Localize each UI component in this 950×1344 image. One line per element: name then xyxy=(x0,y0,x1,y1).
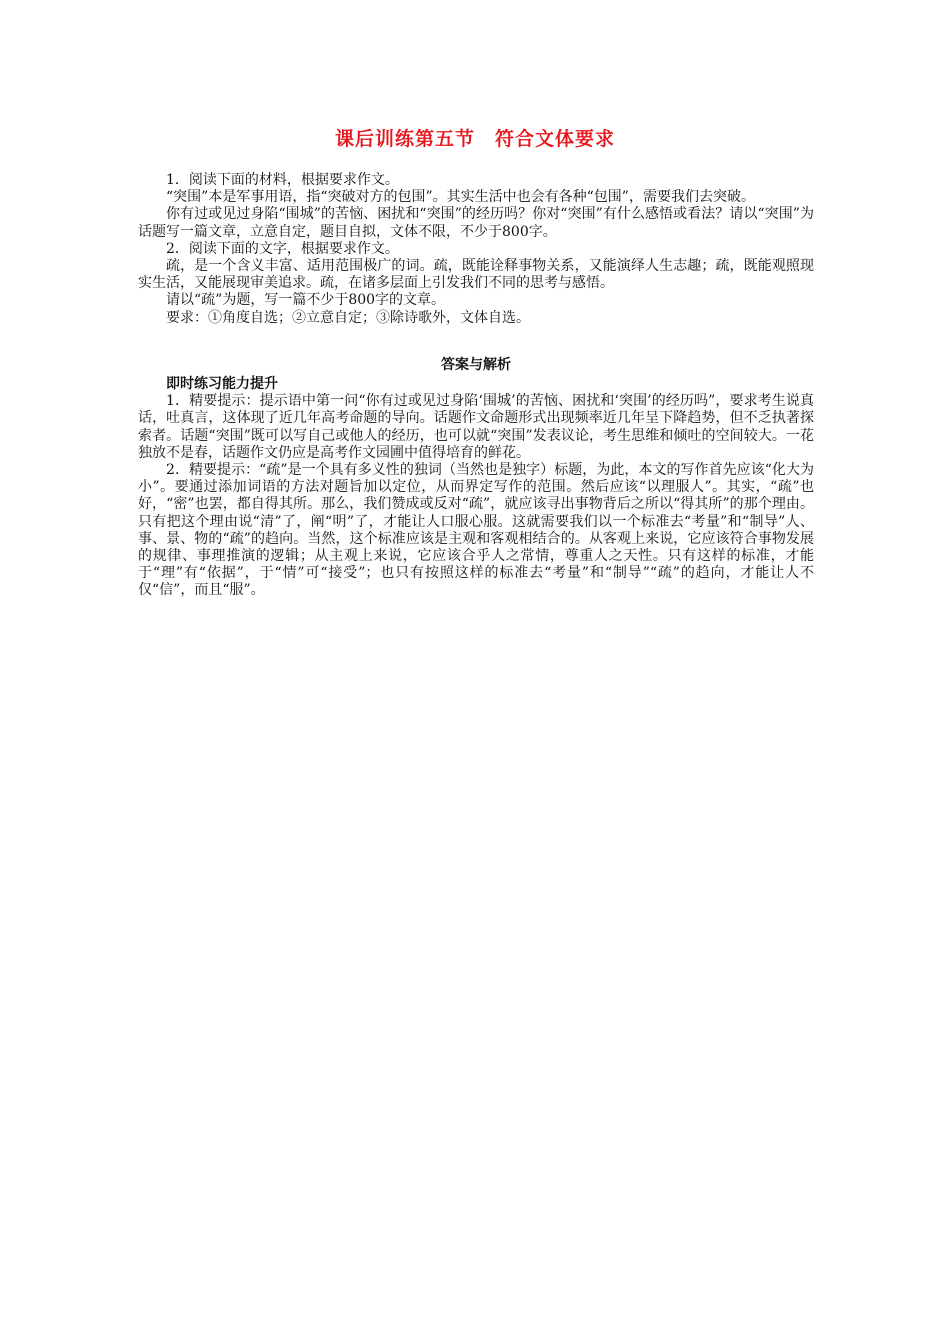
questions-section xyxy=(138,172,814,327)
answers-section xyxy=(138,357,814,600)
question-1-requirement: 你有过或见过身陷“围城”的苦恼、困扰和“突围”的经历吗？你对“突围”有什么感悟或看法？请以“突围”为话题写一篇文章，立意自定，题目自拟，文体不限，不少于800字。 xyxy=(138,206,814,240)
answer-2: 2．精要提示：“疏”是一个具有多义性的独词（当然也是独字）标题，为此，本文的写作首先应该“化大为小”。要通过添加词语的方法对题旨加以定位，从而界定写作的范围。然后应该“以理服人”。其实，“疏”也好，“密”也罢，都自得其所。那么，我们赞成或反对“疏”，就应该寻出事物背后之所以“得其所”的那个理由。只有把这个理由说“清”了，阐“明”了，才能让人口服心服。这就需要我们以一个标准去“考量”和“制导”人、事、景、物的“疏”的趋向。当然，这个标准应该是主观和客观相结合的。从客观上来说，它应该符合事物发展的规律、事理推演的逻辑；从主观上来说，它应该合乎人之常情，尊重人之天性。只有这样的标准，才能于“理”有“依据”，于“情”可“接受”；也只有按照这样的标准去“考量”和“制导”“疏”的趋向，才能让人不仅“信”，而且“服”。 xyxy=(138,462,814,599)
question-2-prompt: 2．阅读下面的文字，根据要求作文。 xyxy=(166,240,399,257)
answers-heading: 答案与解析 xyxy=(441,356,511,373)
question-1-material: “突围”本是军事用语，指“突破对方的包围”。其实生活中也会有各种“包围”，需要我们去突破。 xyxy=(166,189,755,206)
question-2-task: 请以“疏”为题，写一篇不少于800字的文章。 xyxy=(166,292,446,309)
page-title: 课后训练第五节 符合文体要求 xyxy=(334,128,615,150)
question-2-requirements: 要求：①角度自选；②立意自定；③除诗歌外，文体自选。 xyxy=(166,309,530,326)
answer-1: 1．精要提示：提示语中第一问“你有过或见过身陷‘围城’的苦恼、困扰和‘突围’的经历吗”，要求考生说真话，吐真言，这体现了近几年高考命题的导向。话题作文命题形式出现频率近几年呈下降趋势，但不乏执著探索者。话题“突围”既可以写自己或他人的经历，也可以就“突围”发表议论，考生思维和倾吐的空间较大。一花独放不是春，话题作文仍应是高考作文园圃中值得培育的鲜花。 xyxy=(138,393,814,461)
question-1-prompt: 1．阅读下面的材料，根据要求作文。 xyxy=(166,172,399,188)
answers-subheading: 即时练习能力提升 xyxy=(166,376,278,393)
document-body xyxy=(138,172,814,600)
question-2-material: 疏，是一个含义丰富、适用范围极广的词。疏，既能诠释事物关系，又能演绎人生志趣；疏，既能观照现实生活，又能展现审美追求。疏，在诸多层面上引发我们不同的思考与感悟。 xyxy=(138,258,814,292)
